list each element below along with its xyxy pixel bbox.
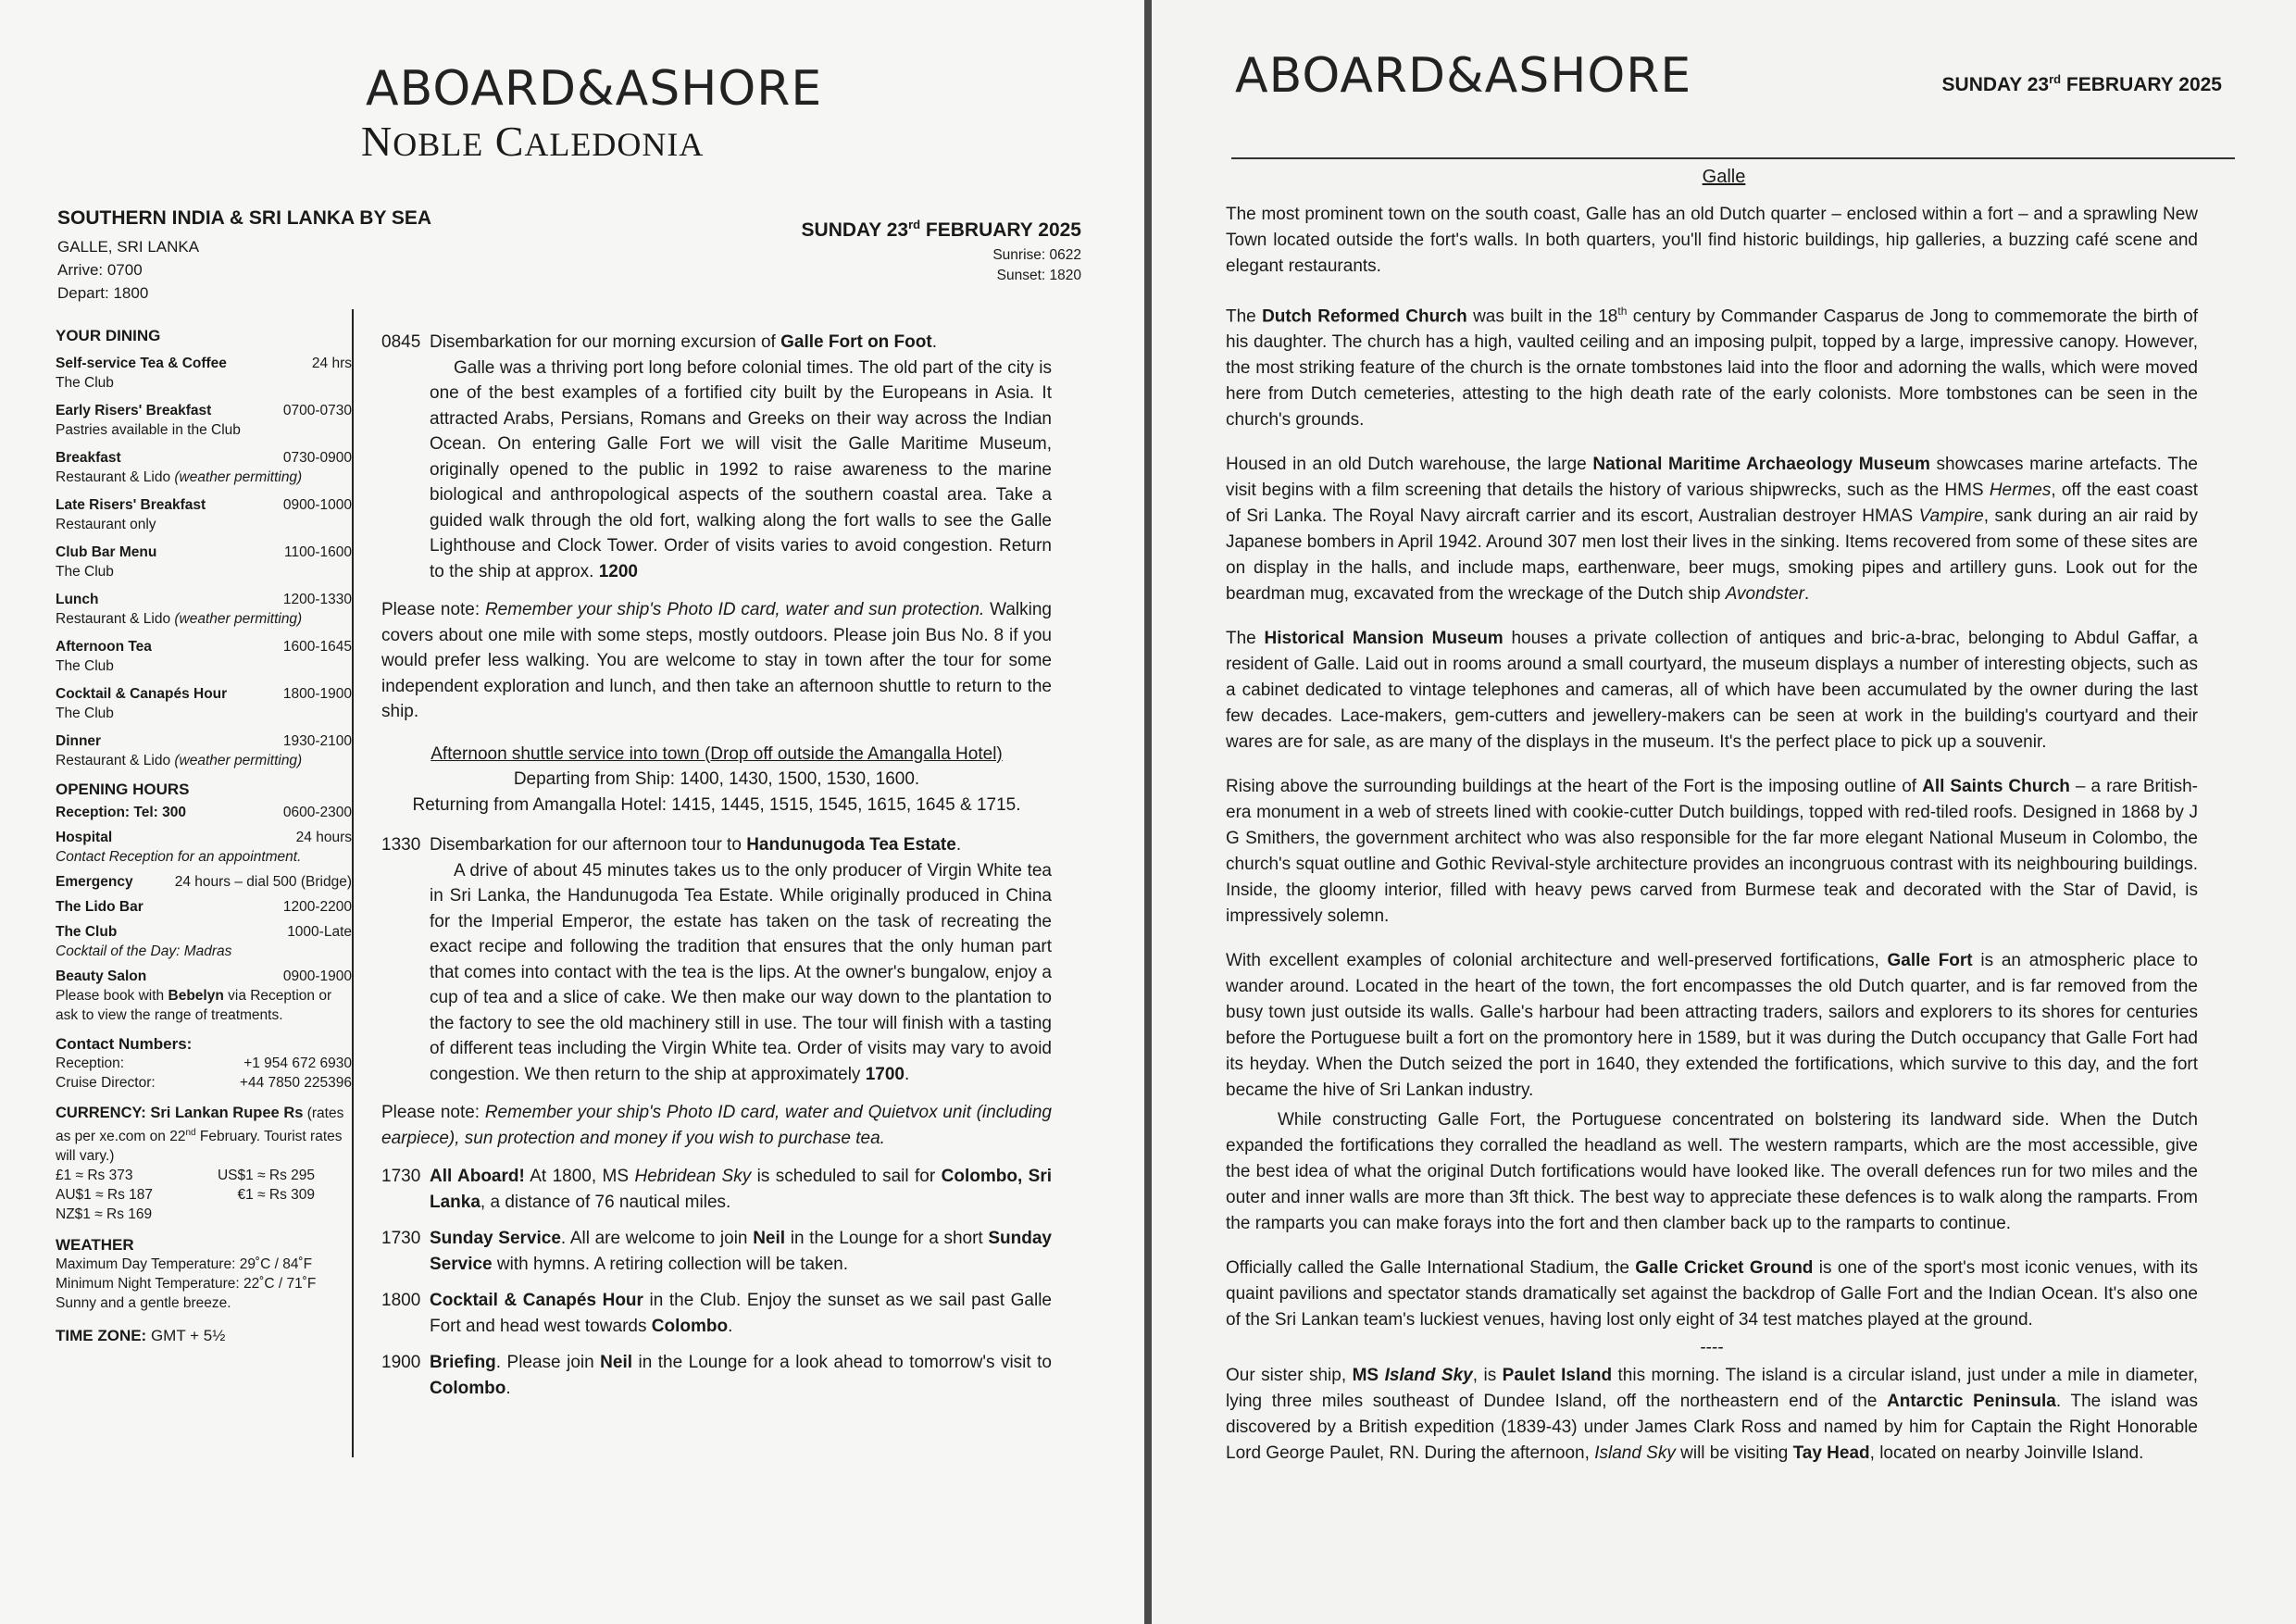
beauty-note: Please book with Bebelyn via Reception or ask to view the range of treatments. [56,988,332,1023]
hospital-row: Hospital 24 hours [56,830,352,845]
article-title: Galle [1702,167,1746,187]
dining-item [56,354,352,393]
contacts-heading: Contact Numbers: [56,1035,193,1053]
dining-note: (weather permitting) [174,611,303,627]
para-maritime-museum: Housed in an old Dutch warehouse, the large National Maritime Archaeology Museum showcases marine artefacts. The visit begins with a film screening that details the history of various shipwrecks, such as the HMS Hermes, off the east coast of Sri Lanka. The Royal Navy aircraft carrier and its escort, Australian destroyer HMAS Vampire, sank during an air raid by Japanese bombers in April 1942. Around 307 men lost their lives in the sinking. Items recovered from some of these sites are on display in the halls, and include maps, earthenware, beer mugs, smoking pipes and artillery guns. Look out for the beardman mug, excavated from the wreckage of the Dutch ship Avondster. [1226,455,2199,605]
dining-item [56,543,352,581]
dining-venue: Restaurant & Lido [56,753,175,768]
dining-venue: Restaurant & Lido [56,611,175,627]
shuttle-depart: Departing from Ship: 1400, 1430, 1500, 1530, 1600. [513,769,920,789]
weather-desc: Sunny and a gentle breeze. [56,1295,231,1312]
rate-row [56,1205,315,1224]
event-time: 1730 [381,1167,421,1186]
dining-venue: The Club [56,706,114,721]
currency-rates [56,1166,352,1224]
dining-time: 24 hrs [311,356,352,371]
event-1900: 1900 Briefing. Please join Neil in the Lounge for a look ahead to tomorrow's visit to Colombo. [381,1350,1052,1401]
para-dutch-church: The Dutch Reformed Church was built in the 18th century by Commander Casparus de Jong to commemorate the birth of his daughter. The church has a high, vaulted ceiling and an imposing pulpit, topped by a large, impressive canopy. However, the most striking feature of the church is the ornate tombstones laid into the floor and adorning the walls, which were moved here from Dutch cemeteries, attesting to the high death rate of the early colonists. More tombstones can be seen in the church's grounds. [1226,305,2198,431]
dining-item [56,684,352,723]
dining-note: (weather permitting) [174,753,303,768]
article-body [1226,202,2198,1485]
itinerary [381,330,1052,1401]
event-1730-service: 1730 Sunday Service. All are welcome to join Neil in the Lounge for a short Sunday Service with hymns. A retiring collection will be taken. [381,1226,1052,1277]
dining-time: 0730-0900 [282,450,352,466]
dining-name: Lunch [56,592,99,607]
dining-item [56,401,352,440]
event-1330: 1330 Disembarkation for our afternoon tour to Handunugoda Tea Estate. A drive of about 45 minutes takes us to the only producer of Virgin White tea in Sri Lanka, the Handunugoda Tea Estate. While originally produced in China for the Imperial Emperor, the estate has taken on the task of recreating the exact recipe and following the tradition that ensures that the only human part that comes into contact with the tea is the lips. At the owner's bungalow, enjoy a cup of tea and a slice of cake. We then make our way down to the plantation to the factory to see the old machinery still in use. The tour will finish with a tasting of different teas including the Virgin White tea. Order of visits may vary to avoid congestion. We then return to the ship at approximately 1700. [381,832,1052,1087]
rate-row [56,1166,315,1185]
para-all-saints: Rising above the surrounding buildings at the heart of the Fort is the imposing outline of All Saints Church – a rare British-era monument in a web of streets lined with cookie-cutter Dutch buildings, topped with red-tiled roofs. Designed in 1868 by J G Smithers, the government architect who was also responsible for the far more elegant National Museum in Colombo, the church's squat outline and Gothic Revival-style architecture provides an incongruous contrast with its neighbouring buildings. Inside, the gloomy interior, filled with heavy pews carved from Burmese teak and decorated with the Star of David, is impressively solemn. [1226,777,2199,927]
dining-time: 1200-1330 [282,592,352,607]
event-time: 1330 [381,835,421,855]
dining-item [56,731,352,770]
dining-time: 0900-1000 [282,497,352,513]
para-intro: The most prominent town on the south coast, Galle has an old Dutch quarter – enclosed within a fort – and a sprawling New Town located outside the fort's walls. In both quarters, you'll find historic buildings, hip galleries, a buzzing café scene and elegant restaurants. [1226,205,2198,276]
left-page [0,0,1144,1624]
dining-item [56,590,352,629]
dining-name: Club Bar Menu [56,544,157,560]
currency-section: CURRENCY: Sri Lankan Rupee Rs (rates as per xe.com on 22nd February. Tourist rates will vary.) [56,1105,344,1165]
dining-time: 1100-1600 [284,544,352,560]
company-name: NOBLE CALEDONIA [361,118,705,165]
lido-row: The Lido Bar 1200-2200 [56,899,352,915]
weather-heading: WEATHER [56,1236,134,1255]
dining-venue: The Club [56,658,114,674]
weather-max: Maximum Day Temperature: 29˚C / 84˚F [56,1256,313,1273]
dining-section [56,326,352,1345]
reception-row: Reception: Tel: 300 0600-2300 [56,805,352,820]
shuttle-title: Afternoon shuttle service into town (Drop off outside the Amangalla Hotel) [430,743,1003,764]
dining-item [56,448,352,487]
depart-time: Depart: 1800 [57,284,149,302]
event-1730-all-aboard: 1730 All Aboard! At 1800, MS Hebridean Sky is scheduled to sail for Colombo, Sri Lanka, a distance of 76 nautical miles. [381,1164,1052,1215]
dining-venue: The Club [56,375,114,391]
shuttle-return: Returning from Amangalla Hotel: 1415, 1445, 1515, 1545, 1615, 1645 & 1715. [412,794,1021,815]
dining-item [56,495,352,534]
event-time: 1900 [381,1353,421,1372]
beauty-row: Beauty Salon 0900-1900 [56,968,352,984]
hospital-note: Contact Reception for an appointment. [56,849,302,865]
dining-time: 1800-1900 [282,686,352,702]
dining-name: Dinner [56,733,102,749]
dining-venue: Restaurant & Lido [56,469,175,485]
rate-row [56,1185,315,1205]
dining-venue: Restaurant only [56,517,156,532]
brand-title-right: ABOARD&ASHORE [1235,48,1692,104]
dining-name: Late Risers' Breakfast [56,497,206,513]
para-mansion-museum: The Historical Mansion Museum houses a private collection of antiques and bric-a-brac, belonging to Abdul Gaffar, a resident of Galle. Laid out in rooms around a small courtyard, the museum displays a number of interesting objects, such as a cabinet dedicated to vintage telephones and cameras, all of which have been accumulated by the owner during the last few decades. Lace-makers, gem-cutters and jewellery-makers can be seen at work in the building's courtyard and their wares are for sale, as are many of the displays in the museum. It's the perfect place to pick up a souvenir. [1226,629,2198,753]
dining-time: 0700-0730 [282,403,352,418]
event-0845: 0845 Disembarkation for our morning excursion of Galle Fort on Foot. Galle was a thriving port long before colonial times. The old part of the city is one of the best examples of a fortified city built by the Europeans in Asia. It attracted Arabs, Persians, Romans and Greeks on their way across the Indian Ocean. On entering Galle Fort we will visit the Galle Maritime Museum, originally opened to the public in 1992 to raise awareness to the marine biological and anthropological aspects of the southern coastal area. Take a guided walk through the old fort, walking along the fort walls to see the Galle Lighthouse and Clock Tower. Order of visits varies to avoid congestion. Return to the ship at approx. 1200 [381,330,1052,584]
note-afternoon: Please note: Remember your ship's Photo ID card, water and Quietvox unit (including earpiece), sun protection and money if you wish to purchase tea. [381,1103,1052,1148]
rate-left: AU$1 ≈ Rs 187 [56,1187,154,1204]
brand-title: ABOARD&ASHORE [366,61,823,117]
dining-venue: The Club [56,564,114,580]
dining-list [56,354,352,770]
event-1800: 1800 Cocktail & Canapés Hour in the Club. Enjoy the sunset as we sail past Galle Fort and head west towards Colombo. [381,1288,1052,1339]
voyage-title: SOUTHERN INDIA & SRI LANKA BY SEA [57,207,432,229]
dining-time: 1930-2100 [282,733,352,749]
dining-name: Cocktail & Canapés Hour [56,686,228,702]
dining-name: Self-service Tea & Coffee [56,356,227,371]
header-rule [1231,157,2235,159]
divider: ---- [1700,1338,1724,1358]
dining-name: Afternoon Tea [56,639,152,655]
contact-director: Cruise Director: +44 7850 225396 [56,1075,352,1091]
contact-reception: Reception: +1 954 672 6930 [56,1056,352,1071]
event-time: 1730 [381,1229,421,1248]
sunset: Sunset: 1820 [996,268,1081,283]
timezone: TIME ZONE: GMT + 5½ [56,1327,226,1345]
dining-heading: YOUR DINING [56,327,161,344]
para-galle-fort: With excellent examples of colonial architecture and well-preserved fortifications, Galle Fort is an atmospheric place to wander around. Located in the heart of the town, the fort encompasses the old Dutch quarter, and is far removed from the busy town just outside its walls. Galle's harbour had been attracting traders, sailors and explorers to its shores for centuries before the Portuguese built a fort on the promontory here in 1589, but it was during the Dutch occupancy that Galle Fort had its heyday. When the Dutch seized the port in 1640, they extended the fortifications, which survive to this day, and the fort became the hive of Sri Lankan industry. [1226,951,2198,1101]
event-time: 0845 [381,332,421,352]
sun-times [992,245,1081,286]
sunrise: Sunrise: 0622 [992,247,1081,263]
column-divider [352,309,354,1457]
dining-note: (weather permitting) [174,469,303,485]
dining-name: Breakfast [56,450,121,466]
para-sister-ship: Our sister ship, MS Island Sky, is Paulet Island this morning. The island is a circular island, just under a mile in diameter, lying three miles southeast of Dundee Island, off the northeastern end of the Antarctic Peninsula. The island was discovered by a British expedition (1839-43) under James Clark Ross and named by him for Captain the Right Honorable Lord George Paulet, RN. During the afternoon, Island Sky will be visiting Tay Head, located on nearby Joinville Island. [1226,1366,2198,1464]
port-name: GALLE, SRI LANKA [57,238,200,256]
emergency-row: Emergency 24 hours – dial 500 (Bridge) [56,874,352,890]
dining-time: 1600-1645 [282,639,352,655]
rate-left: £1 ≈ Rs 373 [56,1168,133,1184]
dining-venue: Pastries available in the Club [56,422,241,438]
club-row: The Club 1000-Late [56,924,352,940]
right-page [1152,0,2296,1624]
para-fort-construction: While constructing Galle Fort, the Portuguese concentrated on bolstering its landward side. When the Dutch expanded the fortifications they corralled the headland as well. The western ramparts, which are the most accessible, give the best idea of what the original Dutch fortifications would have looked like. The overall defences run for two miles and the outer and inner walls are more than 3ft thick. The best way to appreciate these defences is to walk along the ramparts. From the ramparts you can make forays into the fort and then clamber back up to the ramparts to continue. [1226,1110,2198,1234]
rate-right: €1 ≈ Rs 309 [237,1187,315,1204]
rate-left: NZ$1 ≈ Rs 169 [56,1206,153,1223]
event-time: 1800 [381,1291,421,1310]
rate-right: US$1 ≈ Rs 295 [217,1168,315,1184]
club-note: Cocktail of the Day: Madras [56,943,232,959]
date-heading-right: SUNDAY 23rd FEBRUARY 2025 [1941,72,2222,95]
note-morning: Please note: Remember your ship's Photo ID card, water and sun protection. Walking covers about one mile with some steps, mostly outdoors. Please join Bus No. 8 if you would prefer less walking. You are welcome to stay in town after the tour for some independent exploration and lunch, and then take an afternoon shuttle to return to the ship. [381,600,1052,721]
dining-name: Early Risers' Breakfast [56,403,212,418]
opening-heading: OPENING HOURS [56,781,190,798]
weather-min: Minimum Night Temperature: 22˚C / 71˚F [56,1276,317,1293]
arrive-time: Arrive: 0700 [57,261,143,279]
port-info [57,235,199,305]
para-cricket-ground: Officially called the Galle International Stadium, the Galle Cricket Ground is one of the sport's most iconic venues, with its quaint pavilions and spectator stands dramatically set against the backdrop of Galle Fort and the Indian Ocean. It's also one of the Sri Lankan team's luckiest venues, having lost only eight of 34 test matches played at the ground. [1226,1258,2198,1330]
date-heading: SUNDAY 23rd FEBRUARY 2025 [801,218,1081,241]
dining-item [56,637,352,676]
